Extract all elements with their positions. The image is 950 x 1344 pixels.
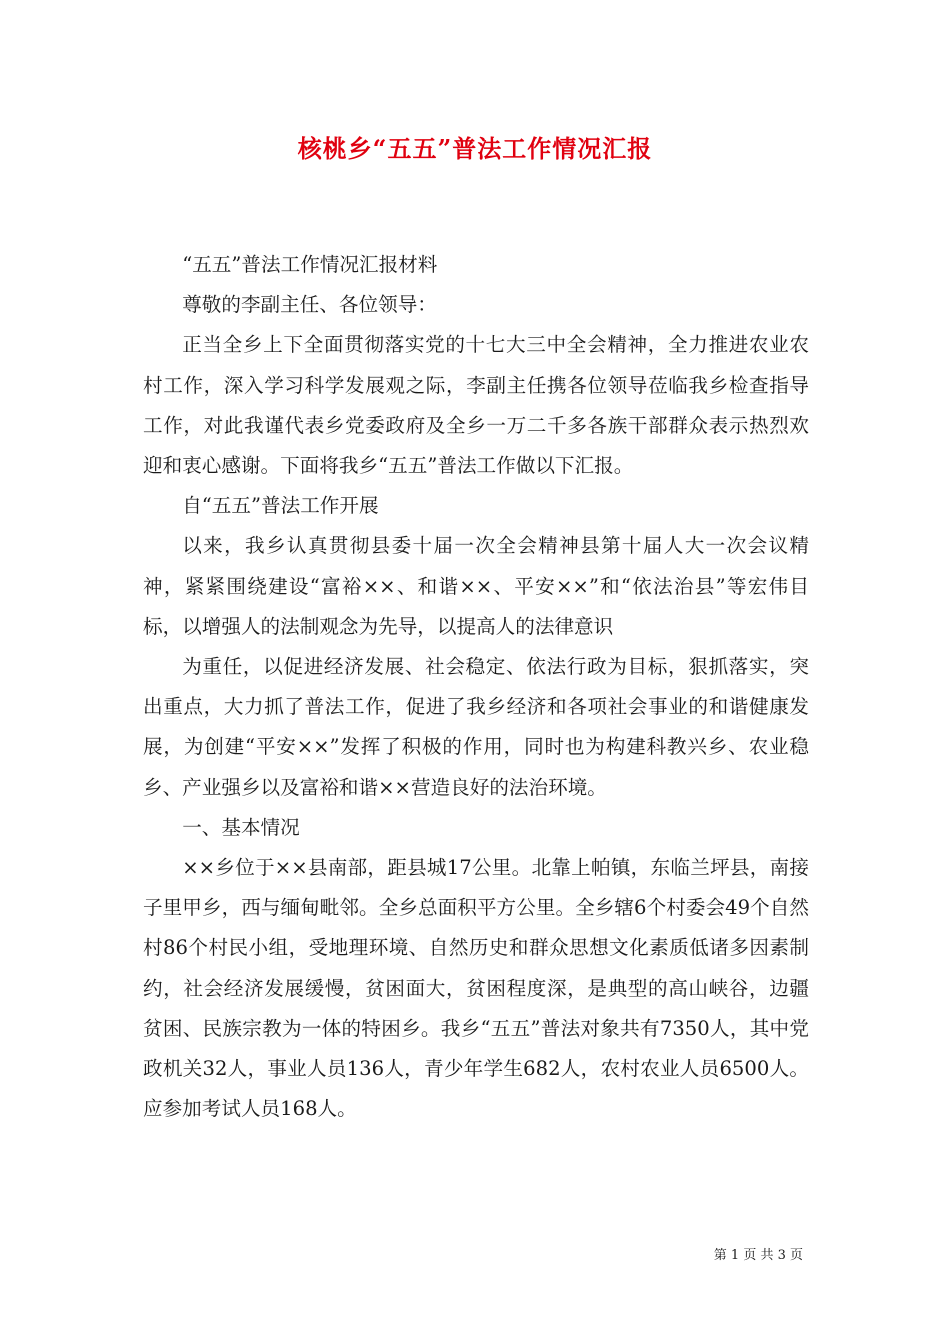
paragraph-work-1: 以来，我乡认真贯彻县委十届一次全会精神县第十届人大一次会议精神，紧紧围绕建设“富裕××、和谐××、平安××”和“依法治县”等宏伟目标，以增强人的法制观念为先导，以提高人的法律意识	[143, 534, 809, 638]
paragraph-salutation: 尊敬的李副主任、各位领导：	[182, 293, 437, 317]
paragraph-basic-info: ××乡位于××县南部，距县城17公里。北靠上帕镇，东临兰坪县，南接子里甲乡，西与缅甸毗邻。全乡总面积平方公里。全乡辖6个村委会49个自然村86个村民小组，受地理环境、自然历史和群众思想文化素质低诸多因素制约，社会经济发展缓慢，贫困面大，贫困程度深，是典型的高山峡谷，边疆贫困、民族宗教为一体的特困乡。我乡“五五”普法对象共有7350人，其中党政机关32人，事业人员136人，青少年学生682人，农村农业人员6500人。应参加考试人员168人。	[143, 856, 809, 1121]
document-body	[143, 245, 809, 1129]
paragraph-since: 自“五五”普法工作开展	[182, 494, 379, 518]
paragraph-work-2: 为重任，以促进经济发展、社会稳定、依法行政为目标，狠抓落实，突出重点，大力抓了普法工作，促进了我乡经济和各项社会事业的和谐健康发展，为创建“平安××”发挥了积极的作用，同时也为构建科教兴乡、农业稳乡、产业强乡以及富裕和谐××营造良好的法治环境。	[143, 655, 809, 799]
paragraph-subtitle: “五五”普法工作情况汇报材料	[182, 253, 438, 276]
paragraph-intro: 正当全乡上下全面贯彻落实党的十七大三中全会精神，全力推进农业农村工作，深入学习科学发展观之际，李副主任携各位领导莅临我乡检查指导工作，对此我谨代表乡党委政府及全乡一万二千多各族干部群众表示热烈欢迎和衷心感谢。下面将我乡“五五”普法工作做以下汇报。	[143, 333, 809, 478]
page-title: 核桃乡“五五”普法工作情况汇报	[297, 134, 653, 163]
section-heading-basic: 一、基本情况	[182, 815, 300, 839]
page-number: 第 1 页 共 3 页	[713, 1248, 803, 1263]
